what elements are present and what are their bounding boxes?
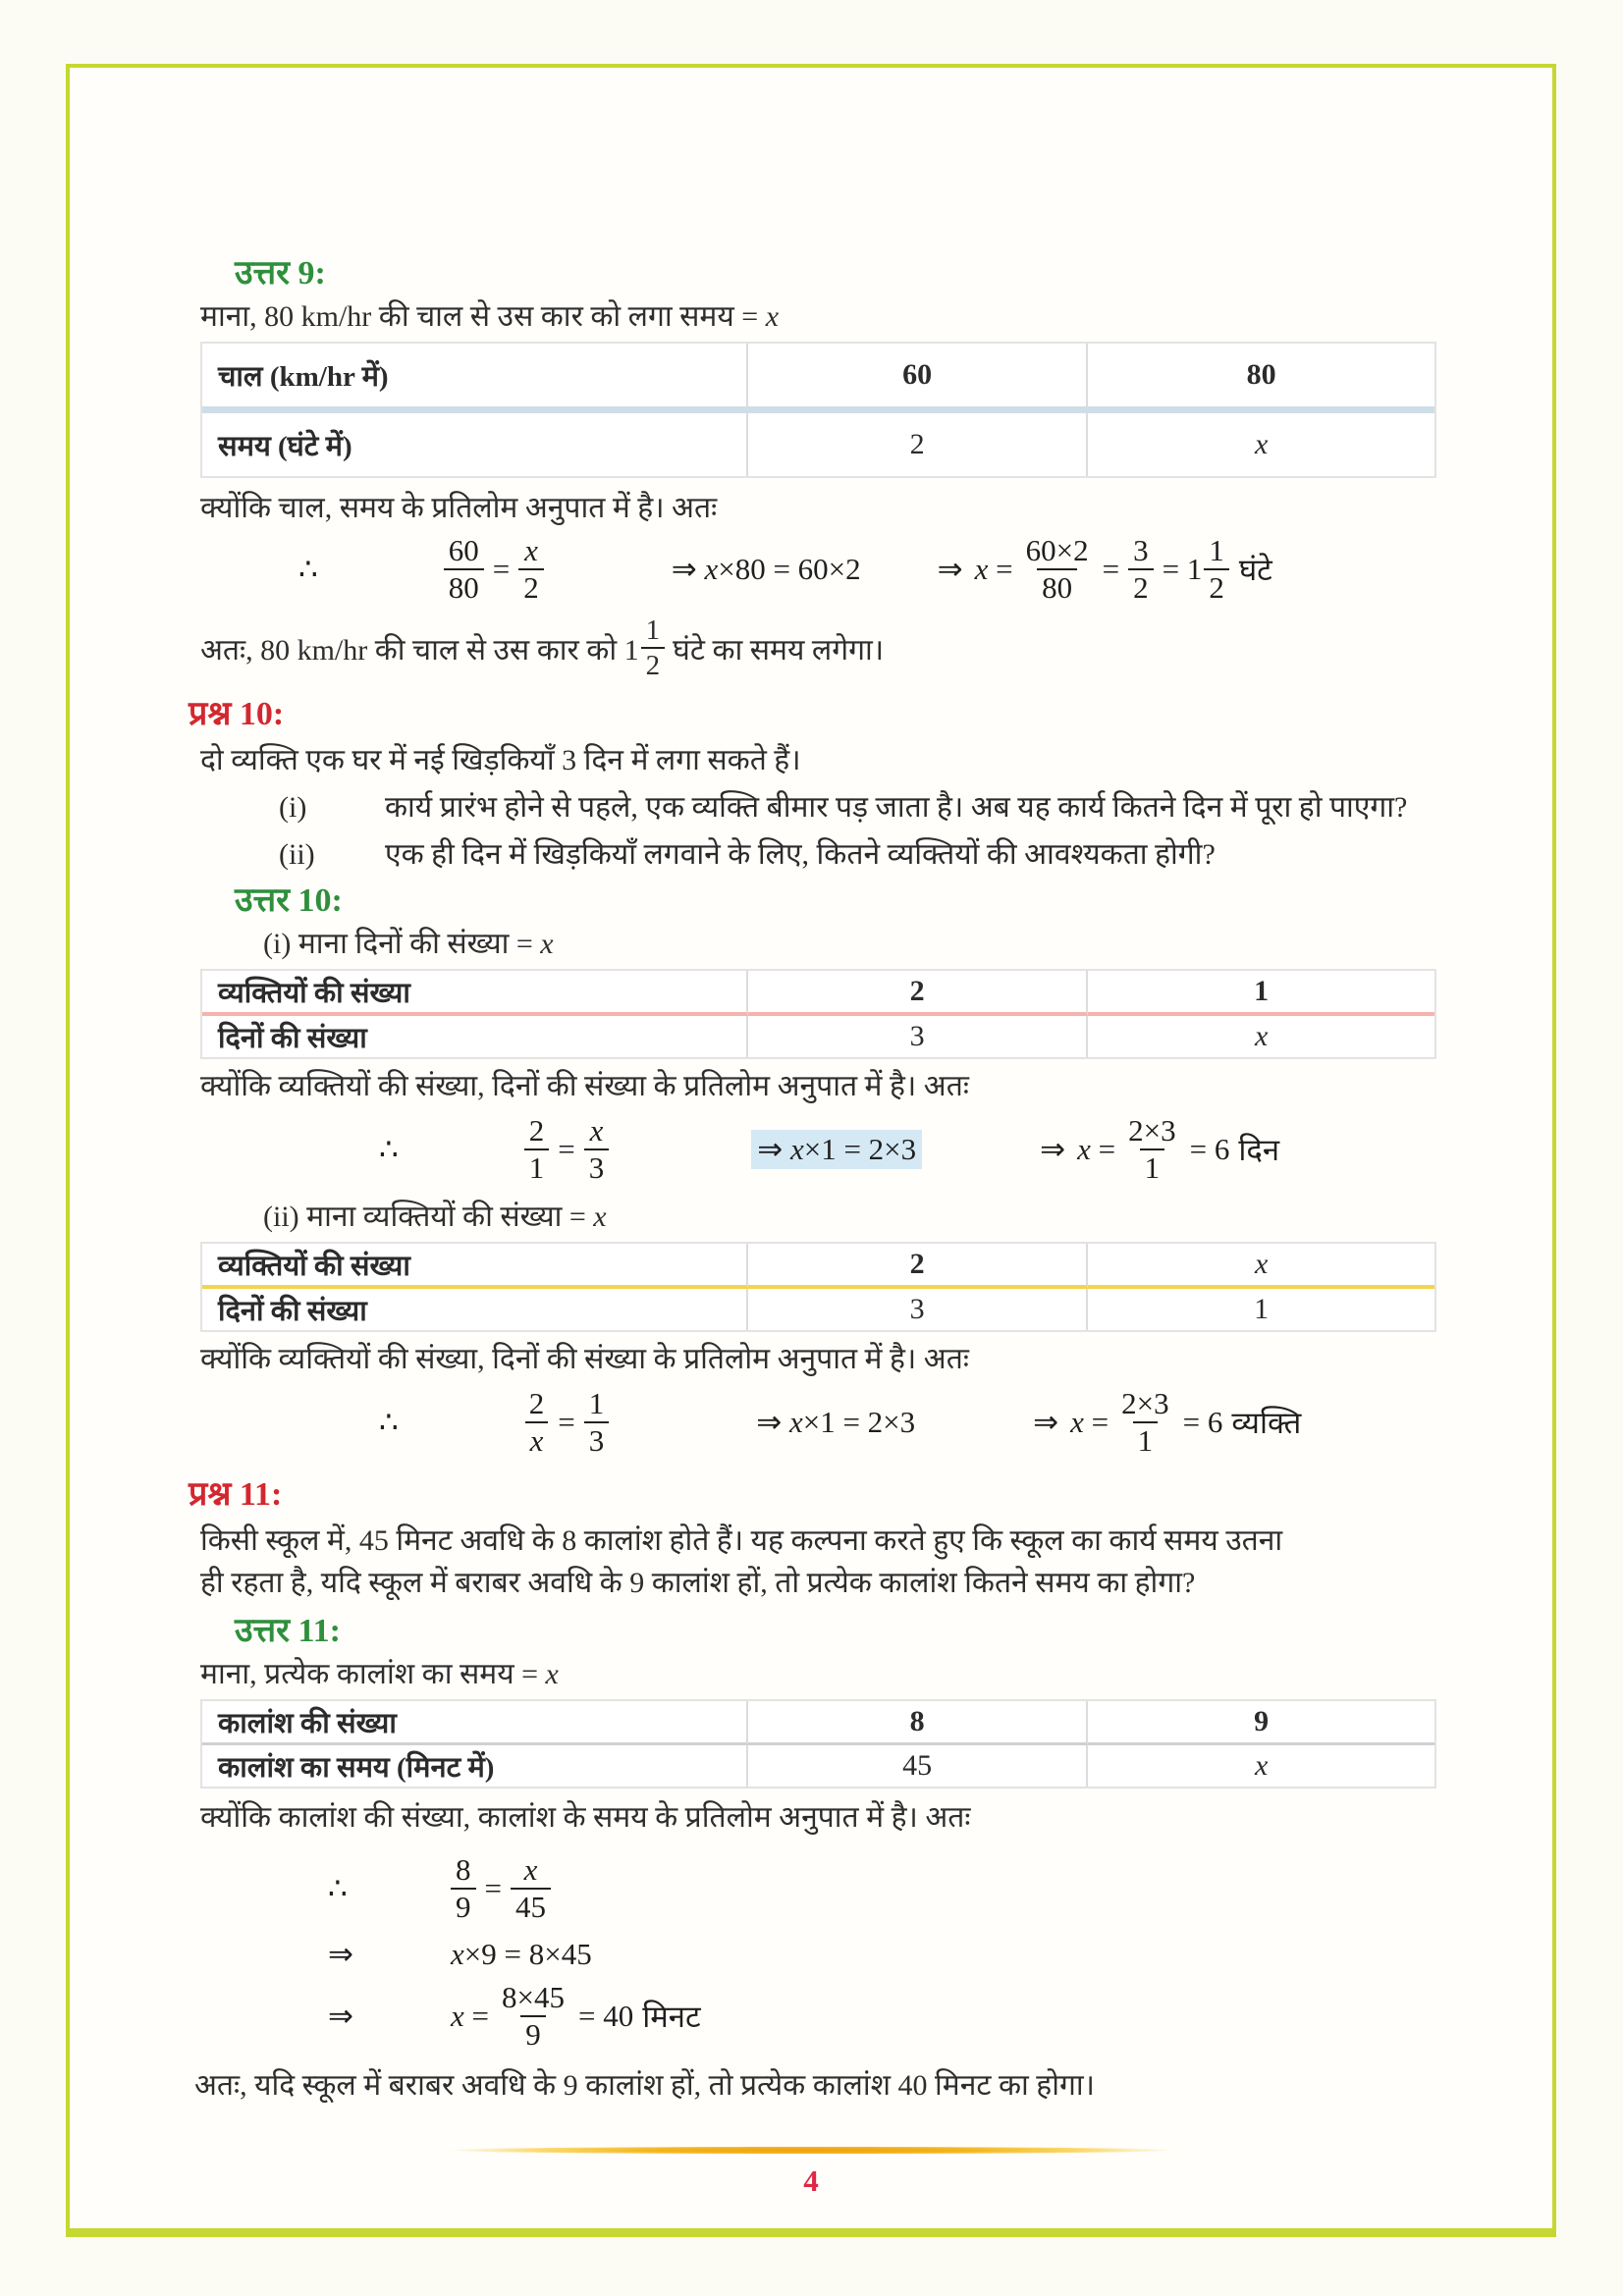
arrow-symbol: ⇒ [1033,1405,1059,1439]
fraction [451,1852,476,1925]
answer9-conclusion [200,614,1436,682]
item2-text: एक ही दिन में खिड़कियाँ लगवाने के लिए, कितने व्यक्तियों की आवश्यकता होगी? [385,838,1216,871]
fraction [1204,533,1229,606]
fraction [584,1386,610,1459]
table-row1-label: व्यक्तियों की संख्या [202,971,748,1016]
fraction [524,1386,550,1459]
equation-step2: ⇒ x×1 = 2×3 [756,1405,916,1439]
fraction [444,533,484,606]
answer11-intro-line [200,1653,1436,1695]
table-row1-value1: 60 [748,344,1088,413]
table-row2-value1: 3 [748,1016,1088,1057]
answer10-part1-intro [263,923,1436,965]
answer11-intro-text: माना, प्रत्येक कालांश का समय = [200,1658,546,1690]
fraction-denominator: 45 [511,1888,551,1925]
fraction-numerator: 8×45 [502,1980,565,2014]
arrow-symbol: ⇒ [937,552,963,586]
fraction [518,533,544,606]
table-row2-label: कालांश का समय (मिनट में) [202,1745,748,1787]
therefore-symbol: ∴ [298,552,318,586]
answer11-intro-variable: x [545,1658,559,1690]
part1-intro-variable: x [540,928,554,960]
page-number: 4 [803,2163,819,2198]
equals-six: = 6 [1182,1405,1223,1439]
table-row1-value2: 9 [1088,1701,1434,1745]
answer10-part2-intro [263,1196,1436,1238]
equation-step2: ⇒ x×80 = 60×2 [671,552,861,586]
footer-divider-ornament [446,2147,1177,2154]
fraction-numerator: 2×3 [1121,1386,1169,1420]
item2-label: (ii) [279,838,315,871]
fraction-denominator: 2 [518,568,544,606]
equals-sign: = [1102,552,1120,586]
unit-label: घंटे [1238,553,1272,587]
periods-table [200,1699,1436,1789]
arrow-symbol: ⇒ [328,1937,353,1971]
fraction-numerator: 3 [1133,533,1149,567]
unit-label: मिनट [642,2000,701,2034]
conclusion-text-post: घंटे का समय लगेगा। [673,633,885,667]
equals-forty: = 40 [577,1999,634,2033]
page-border-frame [66,64,1556,2237]
table-row1-value2: 1 [1088,971,1434,1016]
fraction-denominator: 80 [1037,568,1077,606]
fraction-denominator: 1 [1140,1148,1165,1186]
answer11-because-line: क्योंकि कालांश की संख्या, कालांश के समय के प्रतिलोम अनुपात में है। अतः [200,1801,971,1834]
answer10-because-line1: क्योंकि व्यक्तियों की संख्या, दिनों की संख्या के प्रतिलोम अनुपात में है। अतः [200,1070,969,1102]
therefore-symbol: ∴ [379,1132,399,1166]
table-row1-value2: x [1088,1244,1434,1289]
answer10-heading: उत्तर 10: [235,882,343,919]
arrow-symbol: ⇒ [1040,1132,1066,1166]
fraction-denominator: x [525,1421,549,1459]
unit-label: व्यक्ति [1231,1406,1302,1440]
answer9-equation [200,533,1436,606]
part1-intro-text: (i) माना दिनों की संख्या = [263,928,541,960]
fraction-numerator: 1 [645,614,661,646]
table-row2-label: दिनों की संख्या [202,1016,748,1057]
fraction-numerator: 2 [528,1113,545,1148]
fraction-denominator: 2 [641,647,666,682]
answer9-heading: उत्तर 9: [235,255,326,292]
table-row1-label: व्यक्तियों की संख्या [202,1244,748,1289]
question10-item1 [200,786,1436,828]
table-row1-label: कालांश की संख्या [202,1701,748,1745]
question10-line: दो व्यक्ति एक घर में नई खिड़कियाँ 3 दिन में लगा सकते हैं। [200,744,801,776]
x-equals: x = [451,1999,489,2033]
item1-label: (i) [279,791,307,824]
fraction-denominator: 9 [451,1888,476,1925]
fraction [511,1852,551,1925]
answer11-equation-line3 [200,1980,1436,2053]
equals-sign: = [492,552,511,586]
conclusion-text-pre: अतः, 80 km/hr की चाल से उस कार को 1 [200,633,639,667]
table-row2-value1: 45 [748,1745,1088,1787]
answer11-equation-line1 [200,1852,1436,1925]
fraction [584,1113,610,1186]
table-row2-value1: 2 [748,413,1088,476]
equals-six: = 6 [1189,1132,1230,1166]
answer9-intro-line [200,295,1436,338]
question11-line1: किसी स्कूल में, 45 मिनट अवधि के 8 कालांश होते हैं। यह कल्पना करते हुए कि स्कूल का कार्य समय उतना [200,1524,1283,1557]
therefore-symbol: ∴ [379,1405,399,1439]
persons-days-table-2 [200,1242,1436,1332]
answer9-intro-variable: x [765,300,780,333]
answer11-conclusion: अतः, यदि स्कूल में बराबर अवधि के 9 कालांश हों, तो प्रत्येक कालांश 40 मिनट का होगा। [194,2069,1096,2102]
fraction-denominator: 1 [1133,1421,1159,1459]
fraction-numerator: 8 [456,1852,471,1887]
answer10-because-line2: क्योंकि व्यक्तियों की संख्या, दिनों की संख्या के प्रतिलोम अनुपात में है। अतः [200,1343,969,1375]
fraction-numerator: 1 [588,1386,605,1420]
table-row2-value2: x [1254,428,1269,460]
persons-days-table-1 [200,969,1436,1059]
table-row2-value2: x [1254,1020,1269,1052]
fraction [497,1980,569,2053]
equals-one: = 1 [1162,552,1203,586]
table-row1-value1: 2 [748,971,1088,1016]
answer11-equation-line2 [200,1937,1436,1972]
fraction [1128,533,1154,606]
equation-text: x×9 = 8×45 [451,1937,592,1971]
fraction-denominator: 3 [584,1148,610,1186]
table-row2-value2: x [1254,1749,1269,1782]
fraction-denominator: 9 [520,2015,546,2053]
table-row2-value2: 1 [1254,1293,1270,1325]
answer11-heading: उत्तर 11: [235,1613,341,1649]
x-equals: x = [1077,1132,1116,1166]
question10-heading: प्रश्न 10: [189,696,285,732]
fraction-numerator: 60 [448,533,479,567]
part2-intro-variable: x [593,1201,607,1233]
question10-item2 [200,833,1436,876]
table-row1-label: चाल (km/hr में) [202,344,748,413]
table-row1-value1: 2 [748,1244,1088,1289]
answer9-intro-text: माना, 80 km/hr की चाल से उस कार को लगा समय = [200,300,766,333]
equals-sign: = [484,1871,502,1905]
table-row2-value1: 3 [748,1289,1088,1330]
fraction-numerator: 2 [528,1386,545,1420]
table-row2-label: समय (घंटे में) [202,413,748,476]
x-equals: x = [974,552,1013,586]
fraction [641,614,666,682]
equals-sign: = [558,1405,575,1439]
arrow-symbol: ⇒ [328,1999,353,2033]
fraction-numerator: 60×2 [1025,533,1089,567]
part2-intro-text: (ii) माना व्यक्तियों की संख्या = [263,1201,594,1233]
fraction-denominator: 2 [1204,568,1229,606]
question11-heading: प्रश्न 11: [189,1476,283,1513]
question11-line2: ही रहता है, यदि स्कूल में बराबर अवधि के 9 कालांश हों, तो प्रत्येक कालांश कितने समय का होगा? [200,1567,1196,1599]
fraction [1116,1386,1173,1459]
answer10-equation1 [200,1113,1436,1186]
speed-time-table [200,342,1436,478]
fraction [1021,533,1094,606]
equation-step2: ⇒ x×1 = 2×3 [751,1130,922,1169]
fraction-denominator: 80 [444,568,484,606]
fraction-numerator: 1 [1209,533,1224,567]
unit-label: दिन [1238,1133,1280,1167]
fraction-numerator: x [523,1852,538,1887]
fraction-numerator: x [524,533,538,567]
x-equals: x = [1070,1405,1109,1439]
item1-text: कार्य प्रारंभ होने से पहले, एक व्यक्ति बीमार पड़ जाता है। अब यह कार्य कितने दिन में पूरा हो पाएगा? [385,791,1408,824]
table-row2-label: दिनों की संख्या [202,1289,748,1330]
page-footer [70,2147,1552,2199]
table-row1-value2: 80 [1088,344,1434,413]
fraction-numerator: x [589,1113,604,1148]
therefore-symbol: ∴ [328,1871,348,1905]
fraction-numerator: 2×3 [1128,1113,1176,1148]
answer9-because-line: क्योंकि चाल, समय के प्रतिलोम अनुपात में है। अतः [200,492,718,524]
answer10-equation2 [200,1386,1436,1459]
fraction-denominator: 2 [1128,568,1154,606]
table-row1-value1: 8 [748,1701,1088,1745]
equals-sign: = [558,1132,575,1166]
fraction-denominator: 1 [524,1148,550,1186]
fraction [1123,1113,1180,1186]
page-content [70,252,1552,2107]
fraction [524,1113,550,1186]
fraction-denominator: 3 [584,1421,610,1459]
